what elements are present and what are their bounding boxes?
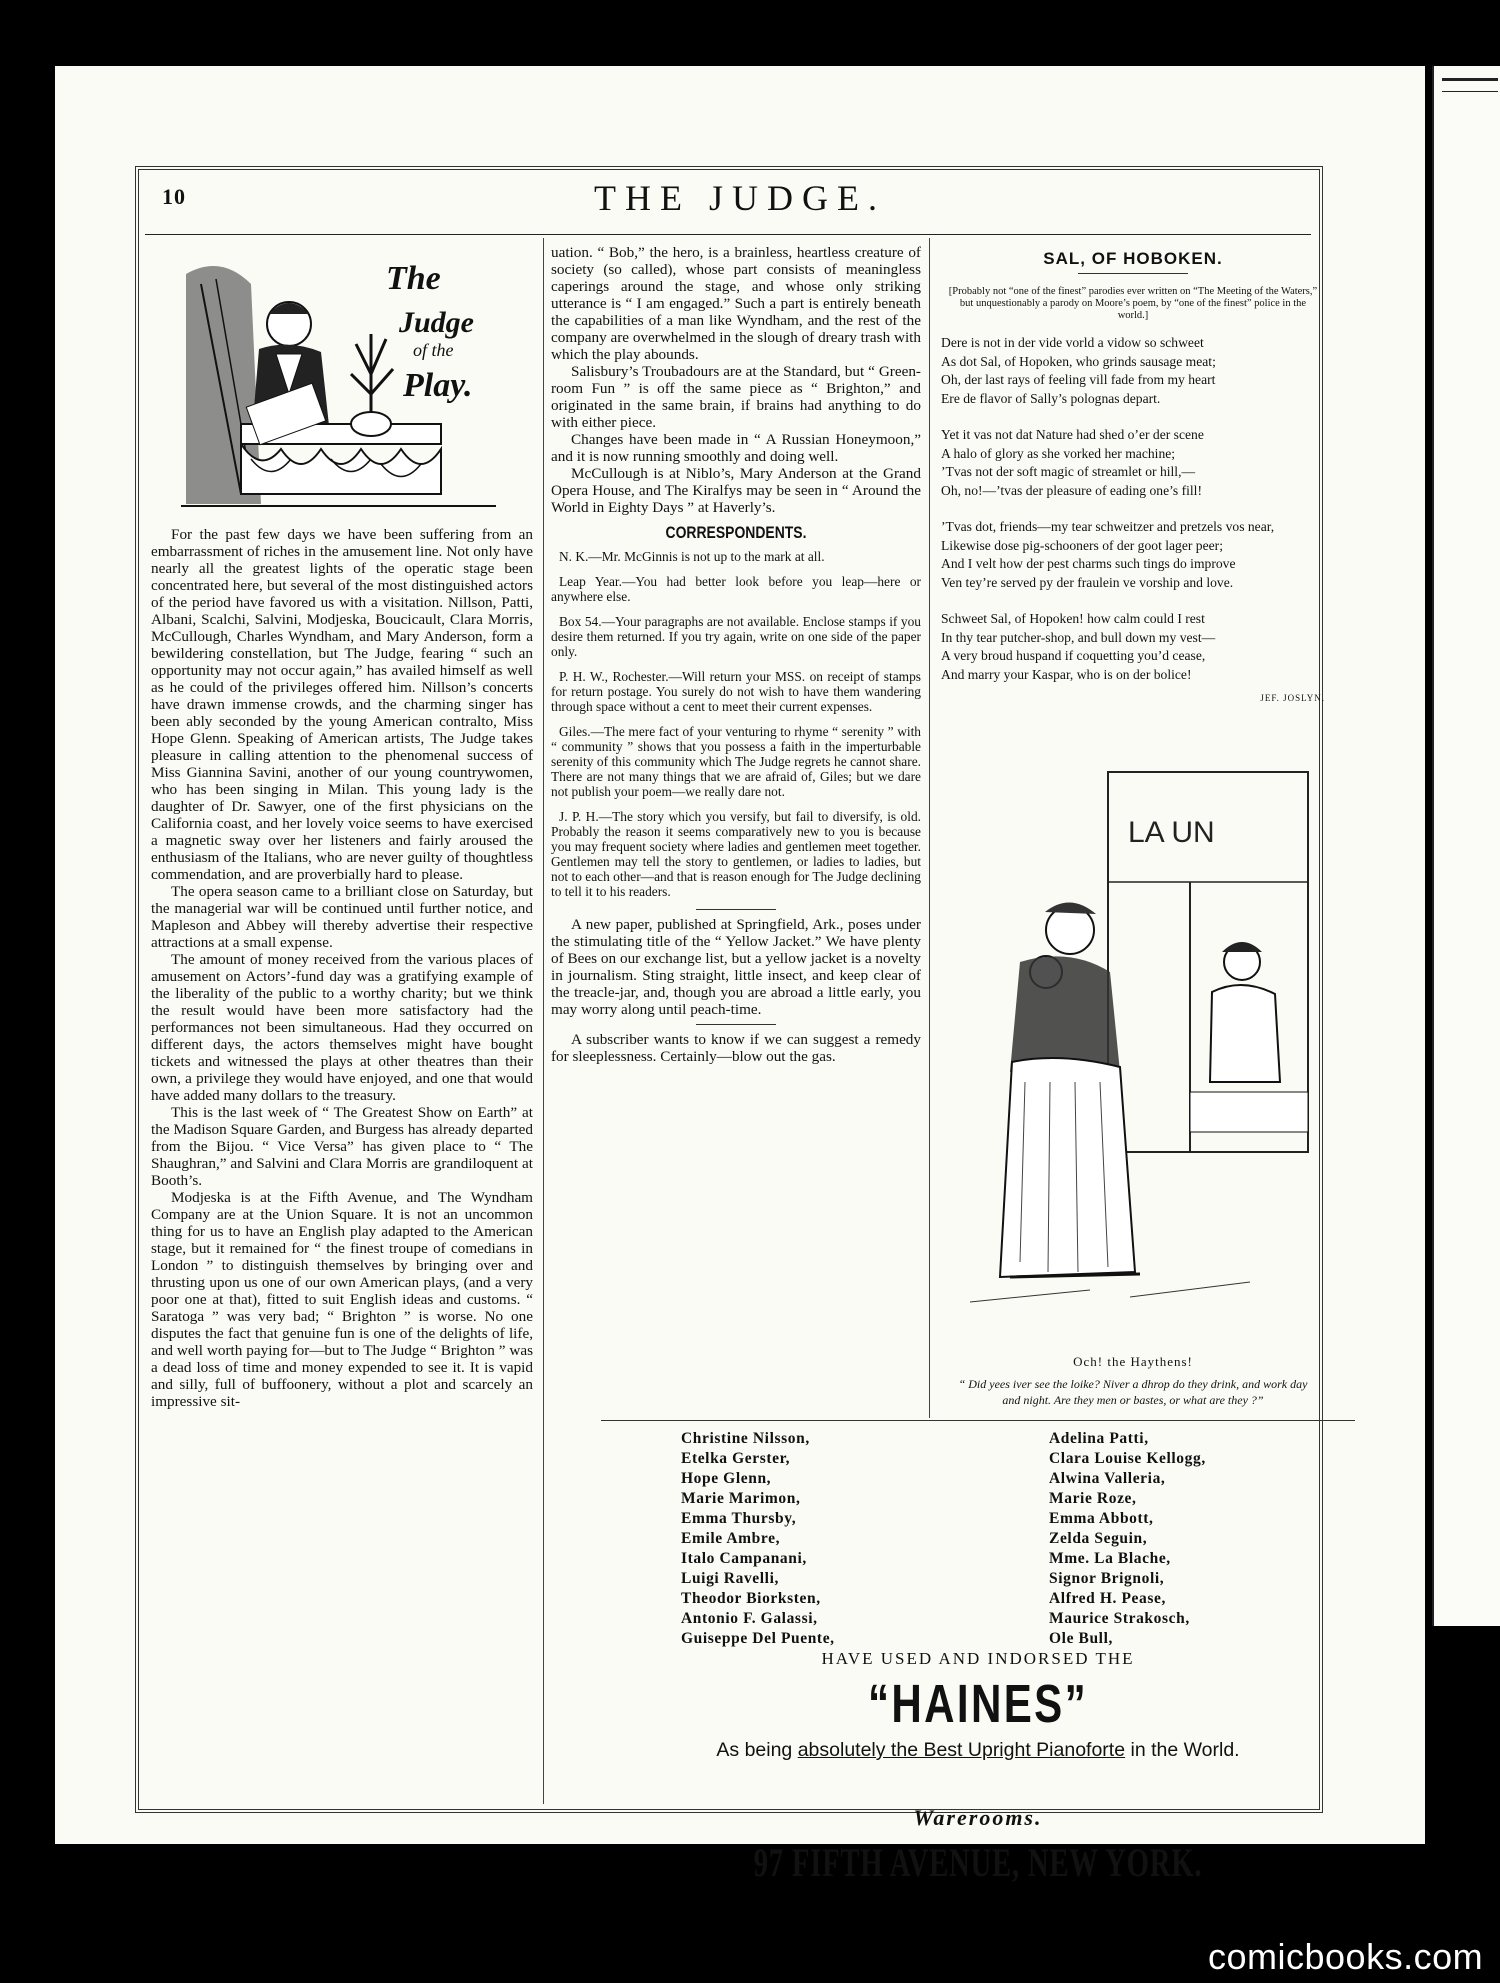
watermark-text: comicbooks.com [1208,1936,1484,1977]
endorser-name: Alfred H. Pease, [1049,1590,1166,1607]
ad-tagline [601,1739,1355,1762]
correspondent-note: J. P. H.—The story which you versify, but fail to diversify, is old. Probably the reason it seems comparatively new to you is because you may frequent society where ladies and gentlemen meet together. Gentlemen may tell the story to gentlemen, or ladies to ladies, but not to each other—and that is reason enough for The Judge declining to tell it to his readers. [551,809,921,899]
column-1 [151,244,533,1410]
article-paragraph: Changes have been made in “ A Russian Honeymoon,” and it is now running smoothly and doing well. [551,431,921,465]
ad-tagline-end: in the World. [1125,1739,1240,1761]
endorser-name: Antonio F. Galassi, [681,1610,818,1627]
endorser-name: Mme. La Blache, [1049,1550,1171,1567]
poem-line: And marry your Kaspar, who is on der bolice! [941,666,1192,682]
poem-line: Likewise dose pig-schooners of der goot lager peer; [941,537,1223,553]
endorser-name: Emma Abbott, [1049,1510,1154,1527]
cartoon-caption: Och! the Haythens! [1073,1354,1193,1369]
correspondent-note: P. H. W., Rochester.—Will return your MSS. on receipt of stamps for return postage. You surely do not wish to have them wandering through space without a cent to meet their current expenses. [551,669,921,714]
svg-text:The: The [386,260,441,297]
poem-line: ’Tvas not der soft magic of streamlet or hill,— [941,464,1196,479]
correspondent-note: Box 54.—Your paragraphs are not available. Enclose stamps if you desire them returned. If you try again, write on one side of the paper only. [551,614,921,659]
poem-line: Oh, der last rays of feeling vill fade from my heart [941,372,1216,387]
judge-of-the-play-illustration [181,244,496,514]
correspondents-list [551,549,921,899]
ad-tagline-start: As being [716,1739,798,1761]
poem-line: In thy tear putcher-shop, and bull down my vest— [941,629,1216,645]
endorser-name: Italo Campanani, [681,1550,807,1567]
poem-line: A halo of glory as she vorked her machine; [941,445,1176,461]
poem-line: Schweet Sal, of Hopoken! how calm could I rest [941,611,1205,626]
poem-stanza [941,334,1325,408]
column-3 [941,250,1325,707]
svg-text:Judge: Judge [399,306,474,339]
column-rule-2 [929,238,930,1418]
endorser-name: Guiseppe Del Puente, [681,1630,835,1647]
cartoon-quote: “ Did yees iver see the loike? Niver a dhrop do they drink, and work day and night. Are they men or bastes, or what are they ?” [958,1377,1308,1407]
article-paragraph: This is the last week of “ The Greatest Show on Earth” at the Madison Square Garden, and Burgess has already departed from the Bijou. “ Vice Versa” has given place to “ The Shaughran,” and Salvini and Clara Morris are grandiloquent at Booth’s. [151,1104,533,1189]
endorser-name: Christine Nilsson, [681,1430,810,1447]
endorser-names-right [1049,1429,1206,1649]
poem-stanza [941,518,1325,592]
poem-signature: JEF. JOSLYN. [1260,693,1325,703]
poem-line: ’Tvas dot, friends—my tear schweitzer and pretzels vos near, [941,519,1275,534]
poem-title: SAL, OF HOBOKEN. [1043,249,1223,268]
laundry-sign: LA UN [1128,816,1215,849]
endorser-name: Alwina Valleria, [1049,1470,1166,1487]
endorser-name: Clara Louise Kellogg, [1049,1450,1206,1467]
article-paragraph: For the past few days we have been suffering from an embarrassment of riches in the amusement line. Not only have nearly all the greatest lights of the operatic stage been concentrated here, but several of the most distinguished actors of the period have favored us with a visitation. Nillson, Patti, Albani, Scalchi, Salvini, Modjeska, Boucicault, Clara Morris, McCullough, Charles Wyndham, and Mary Anderson, form a bewildering constellation, but The Judge, fearing “ such an opportunity may not occur again,” has availed himself as well as he could of the privileges offered him. Nillson’s concerts have drawn immense crowds, and the charming singer has been ably seconded by the young American contralto, Miss Hope Glenn. Speaking of American artists, The Judge takes pleasure in calling attention to the phenomenal success of Miss Giannina Savini, another of our young countrywomen, who has been singing in Milan. This young lady is the daughter of Dr. Sawyer, one of the first physicians on the California coast, and her lovely voice seems to have exercised a magnetic sway over her listeners and fairly aroused the enthusiasm of the Italians, who are never guilty of thoughtless commendation, and are proverbially hard to please. [151,526,533,883]
poem-stanza [941,426,1325,500]
poem-note: [Probably not “one of the finest” parodies ever written on “The Meeting of the Waters,” but unquestionably a parody on Moore’s poem, by “one of the finest” police in the world.] [948,286,1318,321]
article-paragraph: Salisbury’s Troubadours are at the Standard, but “ Green-room Fun ” is off the same piece as “ Brighton,” and originated in the same brain, if brains had anything to do with either piece. [551,363,921,431]
correspondents-heading: CORRESPONDENTS. [665,523,807,542]
scan-background [0,0,1500,66]
ad-brand-name: “HAINES” [868,1674,1088,1734]
section-divider [696,909,776,910]
newspaper-page [55,66,1425,1885]
poem-line: Oh, no!—’tvas der pleasure of eading one’s fill! [941,482,1202,498]
laundry-cartoon-illustration [950,762,1320,1342]
endorser-name: Emma Thursby, [681,1510,797,1527]
poem-line: Yet it vas not dat Nature had shed o’er der scene [941,427,1204,442]
article-paragraph: Modjeska is at the Fifth Avenue, and The Wyndham Company are at the Union Square. It is not an uncommon thing for us to have an English play adapted to the American stage, but it remained for “ the finest troupe of comedians in London ” to distinguish themselves by bringing over and thrusting upon us one of our own American plays, (and a very poor one at that), fitted to suit English ideas and customs. “ Saratoga ” was very bad; “ Brighton ” is worse. No one disputes the fact that genuine fun is one of the delights of life, and well worth paying for—but to The Judge “ Brighton ” was a dead loss of time and money expended to see it. It is vapid and silly, full of buffoonery, without a plot and scarcely an impressive sit- [151,1189,533,1410]
correspondent-note: N. K.—Mr. McGinnis is not up to the mark at all. [559,549,825,564]
endorser-names-left [681,1429,835,1649]
masthead-rule [145,234,1311,235]
ad-warerooms: Warerooms. [913,1805,1043,1830]
endorser-name: Signor Brignoli, [1049,1570,1165,1587]
svg-text:of the: of the [413,340,454,360]
correspondent-note: Giles.—The mere fact of your venturing to rhyme “ serenity ” with “ community ” shows that you possess a faith in the imperturbable serenity of this community which The Judge regrets he cannot share. There are not many things that we are afraid of, Giles; but we dare not publish your poem—we really dare not. [551,724,921,799]
endorser-name: Marie Marimon, [681,1490,801,1507]
article-paragraph: A new paper, published at Springfield, Ark., poses under the stimulating title of the “ Yellow Jacket.” We have plenty of Bees on our exchange list, but a yellow jacket is a novelty in journalism. Sting straight, little insect, and keep clear of the treacle-jar, and, though you are abroad a little early, you may worry along until peach-time. [551,916,921,1018]
section-divider [696,1024,776,1025]
endorser-name: Maurice Strakosch, [1049,1610,1190,1627]
poem-line: And I velt how der pest charms such tings do improve [941,556,1236,571]
poem-line: Ere de flavor of Sally’s polognas depart. [941,390,1161,406]
svg-text:Play.: Play. [403,367,473,404]
endorser-name: Zelda Seguin, [1049,1530,1148,1547]
ad-tagline-emphasis: absolutely the Best Upright Pianoforte [797,1739,1126,1761]
endorser-name: Etelka Gerster, [681,1450,791,1467]
endorser-name: Emile Ambre, [681,1530,781,1547]
endorser-name: Luigi Ravelli, [681,1570,779,1587]
article-paragraph: The opera season came to a brilliant close on Saturday, but the managerial war will be continued until further notice, and Mapleson and Abbey will thereby advertise their respective attractions at a small expense. [151,883,533,951]
endorser-name: Theodor Biorksten, [681,1590,821,1607]
title-rule [1078,273,1188,274]
article-paragraph: The amount of money received from the various places of amusement on Actors’-fund day was a gratifying example of the liberality of the public to a worthy charity; but we think the result would have been more satisfactory had the performances not been simultaneous. Had they occurred on different days, the actors themselves might have bought tickets and witnessed the plays at other theatres than their own, a privilege they would have enjoyed, and one that would have added many dollars to the treasury. [151,951,533,1104]
endorser-name: Hope Glenn, [681,1470,772,1487]
poem-line: Ven tey’re served py der fraulein ve vorship and love. [941,574,1234,590]
poem-stanza [941,610,1325,684]
adjacent-page-edge [1432,66,1500,1626]
cartoon-caption-block [941,1354,1325,1408]
poem-line: Dere is not in der vide vorld a vidow so schweet [941,335,1204,350]
endorser-name: Ole Bull, [1049,1630,1113,1647]
article-paragraph: McCullough is at Niblo’s, Mary Anderson at the Grand Opera House, and The Kiralfys may be seen in “ Around the World in Eighty Days ” at Haverly’s. [551,465,921,516]
haines-advertisement [601,1420,1355,1885]
column-rule-1 [543,238,544,1804]
endorser-name: Marie Roze, [1049,1490,1137,1507]
article-paragraph: A subscriber wants to know if we can suggest a remedy for sleeplessness. Certainly—blow out the gas. [551,1031,921,1065]
poem-line: A very broud huspand if coquetting you’d cease, [941,648,1206,663]
endorser-name: Adelina Patti, [1049,1430,1149,1447]
poem-line: As dot Sal, of Hopoken, who grinds sausage meat; [941,353,1216,369]
ad-endorsement-line: HAVE USED AND INDORSED THE [821,1649,1135,1668]
article-paragraph: uation. “ Bob,” the hero, is a brainless, heartless creature of society (so called), whose part consists of meaningless caperings around the stage, and whose only striking utterance is “ I am engaged.” Such a part is entirely beneath the capabilities of a man like Wyndham, and the rest of the company are overwhelmed in the slough of dreary trash with which the play abounds. [551,244,921,363]
masthead-title: THE JUDGE. [594,178,886,218]
column-2 [551,244,921,1065]
ad-address: 97 FIFTH AVENUE, NEW YORK. [753,1840,1203,1885]
page-number: 10 [162,184,186,209]
correspondent-note: Leap Year.—You had better look before you leap—here or anywhere else. [551,574,921,604]
